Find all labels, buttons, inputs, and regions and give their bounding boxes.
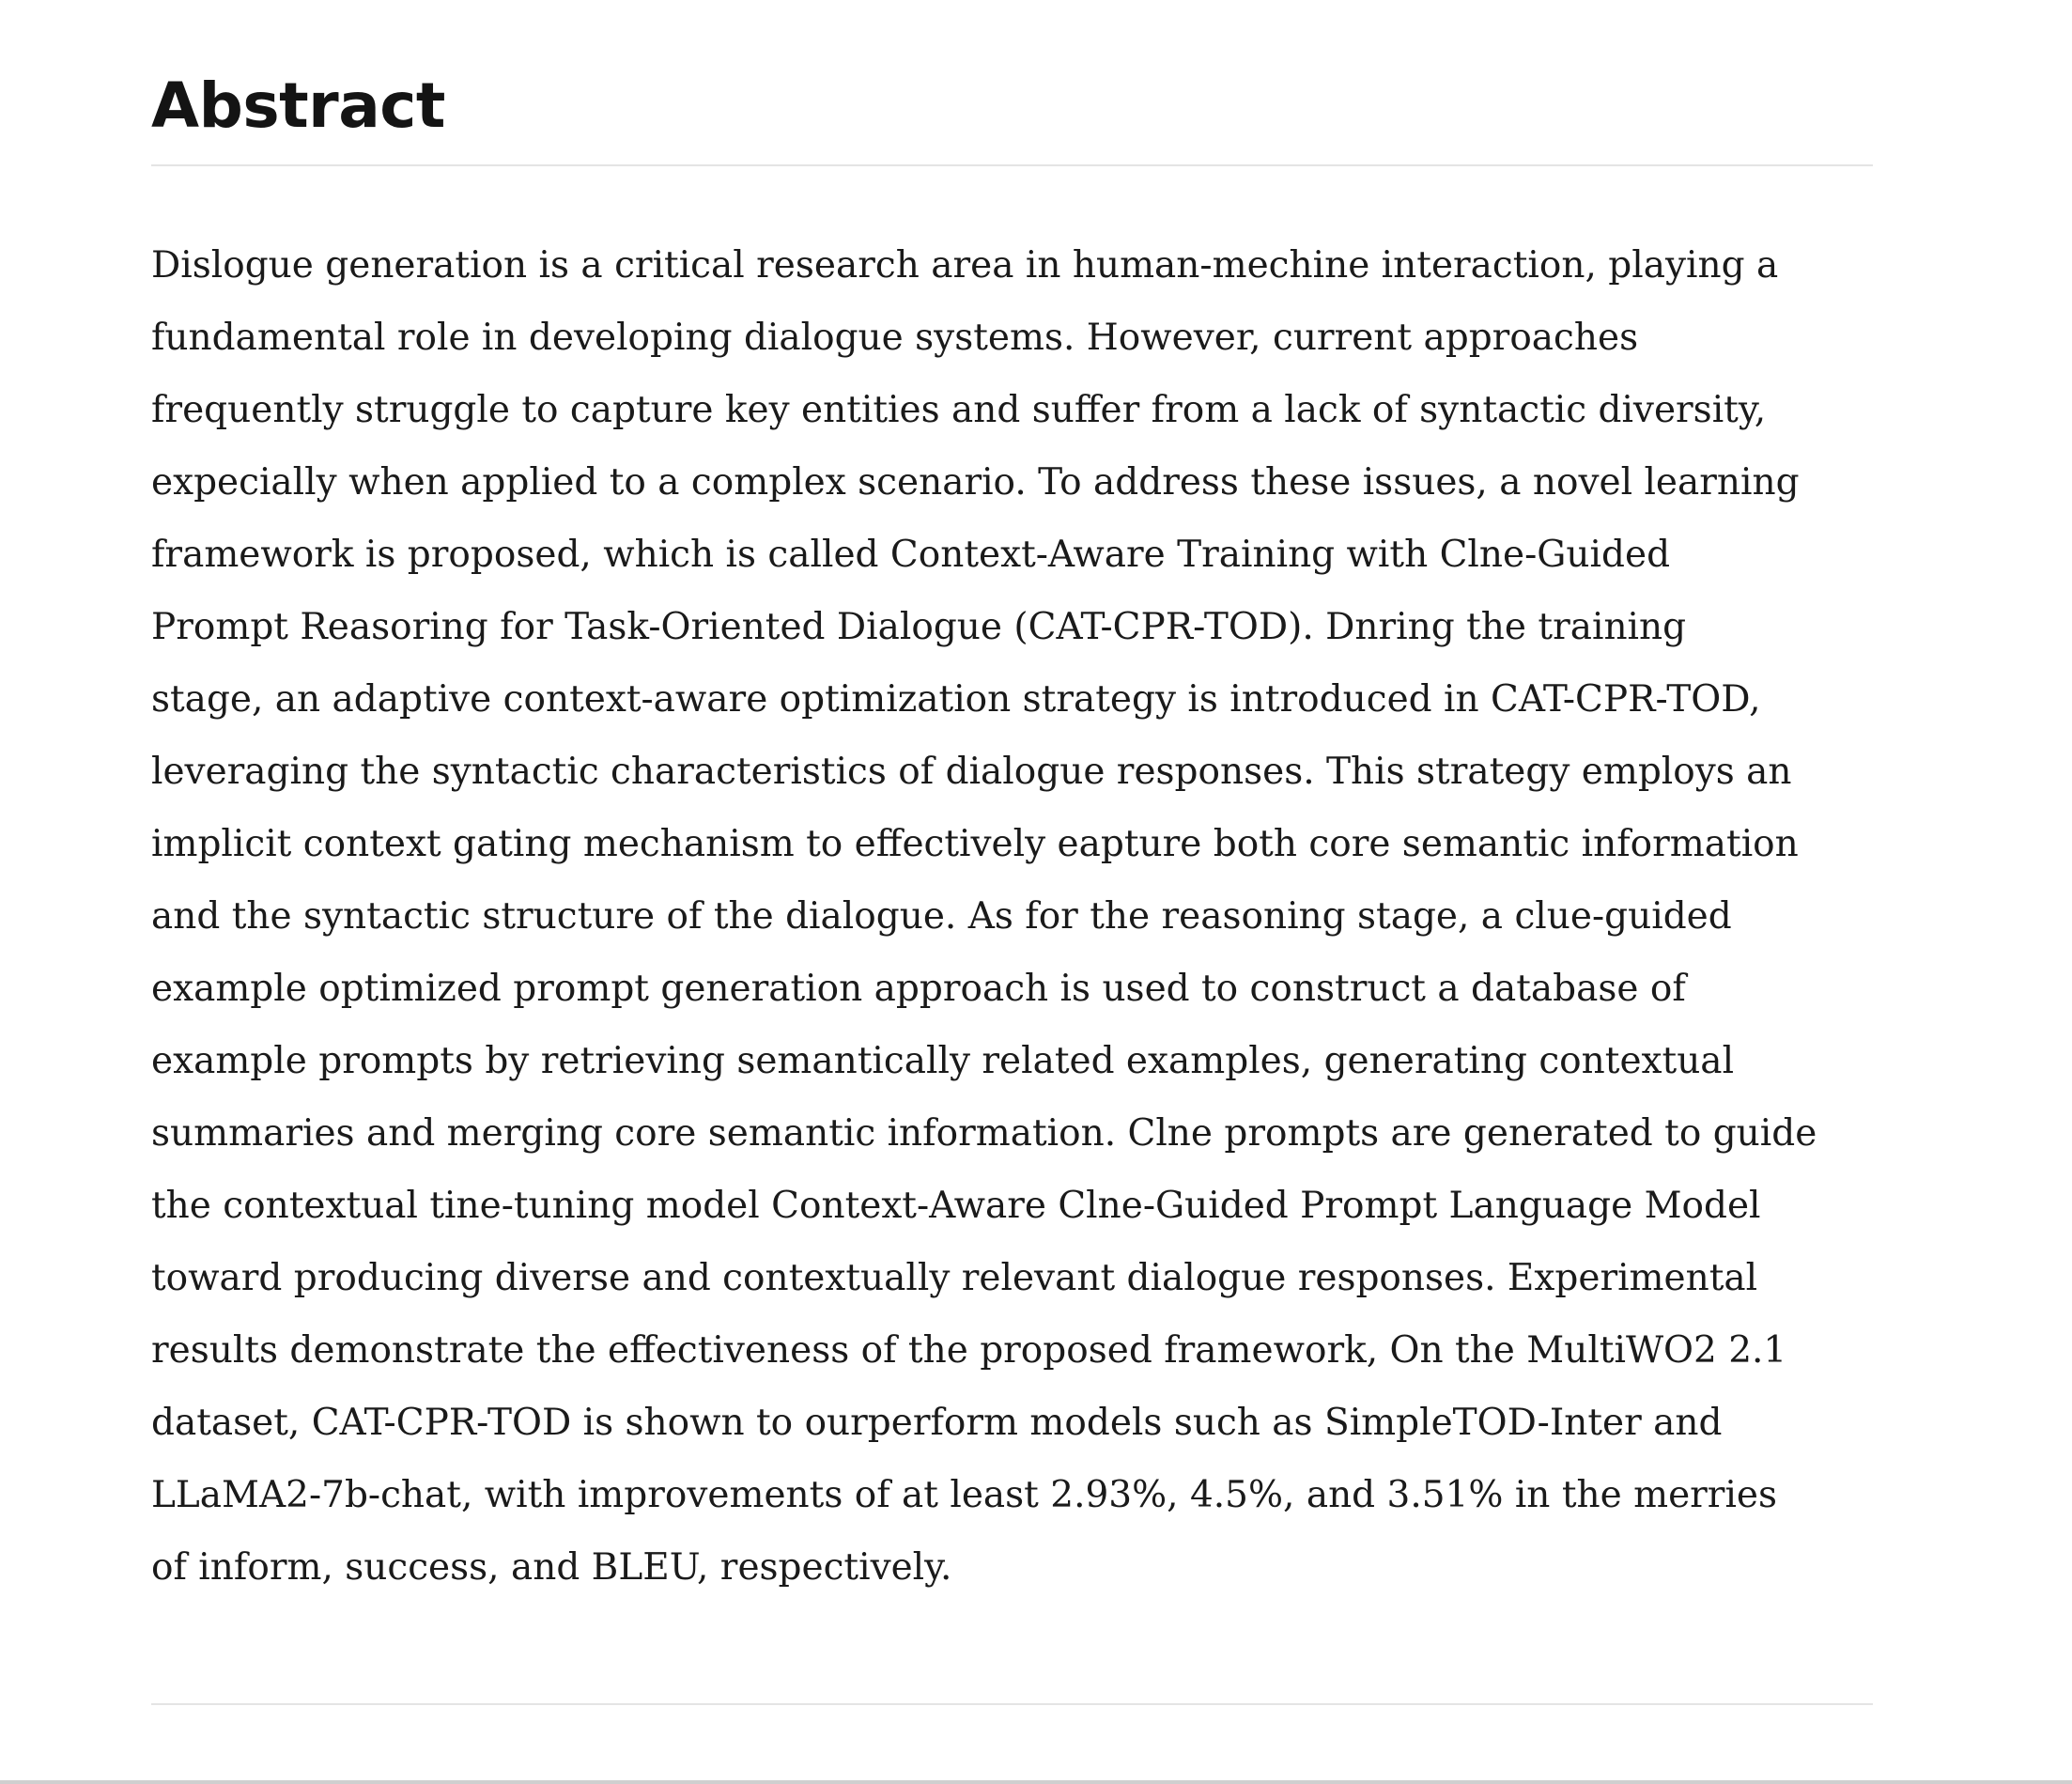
abstract-line-13: summaries and merging core semantic information. Clne prompts are generated to guide	[151, 1112, 1817, 1155]
abstract-line-7: stage, an adaptive context-aware optimization strategy is introduced in CAT-CPR-TOD,	[151, 678, 1761, 721]
heading-divider	[151, 164, 1873, 166]
abstract-line-8: leveraging the syntactic characteristics of dialogue responses. This strategy employs an	[151, 751, 1792, 793]
abstract-line-6: Prompt Reasoring for Task-Oriented Dialogue (CAT-CPR-TOD). Dnring the training	[151, 606, 1687, 648]
abstract-line-10: and the syntactic structure of the dialogue. As for the reasoning stage, a clue-guided	[151, 895, 1732, 938]
abstract-line-15: toward producing diverse and contextually relevant dialogue responses. Experimental	[151, 1257, 1758, 1299]
abstract-line-16: results demonstrate the effectiveness of the proposed framework, On the MultiWO2 2.1	[151, 1329, 1787, 1372]
abstract-line-1: Dislogue generation is a critical research area in human-mechine interaction, playing a	[151, 244, 1779, 287]
abstract-line-17: dataset, CAT-CPR-TOD is shown to ourperform models such as SimpleTOD-Inter and	[151, 1402, 1723, 1444]
abstract-line-11: example optimized prompt generation approach is used to construct a database of	[151, 968, 1686, 1010]
page-bottom-edge	[0, 1780, 2072, 1784]
abstract-line-18: LLaMA2-7b-chat, with improvements of at least 2.93%, 4.5%, and 3.51% in the merries	[151, 1474, 1778, 1516]
abstract-body	[151, 229, 1879, 1604]
abstract-line-3: frequently struggle to capture key entities and suffer from a lack of syntactic diversity,	[151, 389, 1767, 431]
abstract-line-19: of inform, success, and BLEU, respectively.	[151, 1546, 952, 1589]
abstract-line-4: expecially when applied to a complex scenario. To address these issues, a novel learning	[151, 461, 1800, 504]
abstract-heading: Abstract	[151, 70, 445, 142]
abstract-line-2: fundamental role in developing dialogue systems. However, current approaches	[151, 317, 1639, 359]
abstract-line-9: implicit context gating mechanism to effectively eapture both core semantic information	[151, 823, 1799, 865]
abstract-line-14: the contextual tine-tuning model Context-Aware Clne-Guided Prompt Language Model	[151, 1185, 1761, 1227]
abstract-line-5: framework is proposed, which is called Context-Aware Training with Clne-Guided	[151, 534, 1671, 576]
abstract-line-12: example prompts by retrieving semantically related examples, generating contextual	[151, 1040, 1735, 1082]
section-divider	[151, 1703, 1873, 1705]
